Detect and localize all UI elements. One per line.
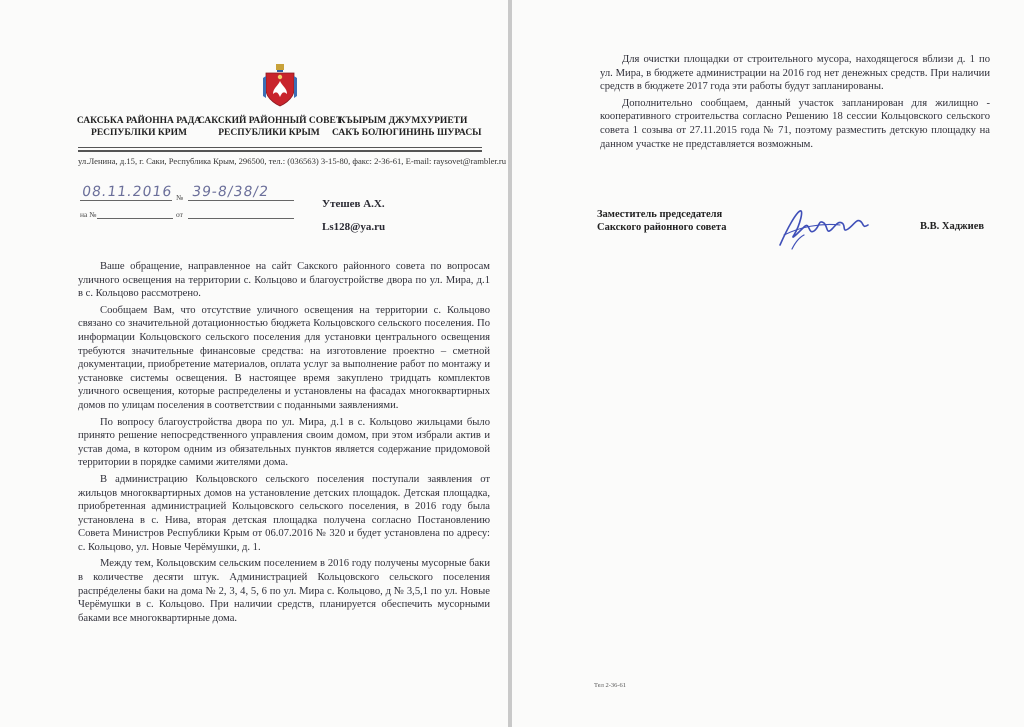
header-line: КЪЫРЫМ ДЖУМХУРИЕТИ [338, 116, 468, 126]
outgoing-number-handwritten: 39-8/38/2 [190, 184, 271, 200]
signatory-name: В.В. Хаджиев [920, 221, 985, 232]
header-line: САКСЬКА РАЙОННА РАДА [76, 116, 202, 126]
addressee-email: Ls128@ya.ru [322, 221, 386, 233]
council-name-ukrainian [68, 115, 210, 139]
letter-page-1 [0, 0, 508, 727]
header-line: САКСКИЙ РАЙОННЫЙ СОВЕТ [198, 116, 343, 126]
letter-body-continued [600, 53, 990, 154]
letter-paragraph: По вопросу благоустройства двора по ул. Мира, д.1 в с. Кольцово жильцами было принято решение непосредственного управления своим домом, при этом избрали актив и устав дома, в котором одним из обязательных пунктов является содержание придомовой территории в порядке самими жителями дома. [78, 416, 490, 469]
signatory-title [597, 208, 726, 234]
council-name-russian [198, 115, 343, 139]
letter-paragraph: Ваше обращение, направленное на сайт Сакского районного совета по вопросам уличного освещения на территории с. Кольцово и благоустройстве двора по ул. Мира, д.1 в с. Кольцово рассмотрено. [78, 261, 490, 300]
letter-paragraph: Для очистки площадки от строительного мусора, находящегося вблизи д. 1 по ул. Мира, в бюджете администрации на 2016 год нет денежных средств. При наличии средств в бюджете 2017 года эти работы будут запланированы. [600, 54, 990, 93]
reply-date-underline [188, 218, 294, 219]
crimea-coat-of-arms-icon [262, 64, 298, 108]
header-line: РЕСПУБЛИКИ КРЫМ [218, 128, 320, 138]
header-divider [78, 150, 482, 152]
reply-to-prefix: на № [80, 210, 97, 219]
header-line: САКЪ БОЛЮГИНИНЬ ШУРАСЫ [332, 128, 482, 138]
letter-paragraph: Между тем, Кольцовским сельским поселением в 2016 году получены мусорные баки в количестве десяти штук. Администрацией Кольцовского сельского поселения распрéделены баки на дома № 2, 3, 4, 5, 6 по ул. Мира с. Кольцово, д № 3,5,1 по ул. Новые Черёмушки в с. Кольцово. При наличии средств, планируется обеспечить мусорными баками все многоквартирные дома. [78, 558, 490, 624]
letter-body [78, 260, 490, 628]
council-name-crimean-tatar [332, 115, 482, 139]
letter-paragraph: В администрацию Кольцовского сельского поселения поступали заявления от жильцов многоквартирных домов на установление детских площадок. Детская площадка, приобретенная администрацией Кольцовского сельского поселения, в 2016 году была установлена в с. Нива, вторая детская площадка получена согласно Постановлению Совета Министров Республики Крым от 06.07.2016 № 320 и будет установлена по адресу: с. Кольцово, ул. Новые Черёмушки, д. 1. [78, 473, 490, 553]
outgoing-date-handwritten: 08.11.2016 [80, 184, 174, 200]
council-contacts: ул.Ленина, д.15, г. Саки, Республика Крым, 296500, тел.: (036563) 3-15-80, факс: 2-36-61, E-mail: raysovet@rambler.ru [78, 156, 507, 166]
reply-number-underline [97, 218, 173, 219]
letter-paragraph: Дополнительно сообщаем, данный участок запланирован для жилищно - кооперативного строительства согласно Решению 18 сессии Кольцовского сельского совета 1 созыва от 27.11.2015 года № 71, поэтому разместить детскую площадку на данном участке не представляется возможным. [600, 97, 990, 150]
footer-phone-note: Тел 2-36-61 [594, 682, 627, 689]
number-underline [188, 200, 294, 201]
handwritten-signature [770, 205, 878, 253]
header-divider [78, 147, 482, 148]
reply-from-label: от [176, 210, 183, 219]
date-underline [80, 200, 172, 201]
header-line: РЕСПУБЛІКИ КРИМ [91, 128, 187, 138]
letter-paragraph: Сообщаем Вам, что отсутствие уличного освещения на территории с. Кольцово связано со значительной дотационностью бюджета Кольцовского сельского поселения. По информации Кольцовского сельского поселения для установки центрального освещения требуются значительные финансовые средства: на изготовление проектно – сметной документации, приобретение материалов, оплата услуг за выполнение работ по монтажу и установке системы освещения. В настоящее время закуплено тридцать комплектов уличного освещения, которые распределены и установлены на фасадах многоквартирных домов по улицам поселения в соответствии с поданными заявлениями. [78, 304, 490, 411]
signatory-title-line: Сакского районного совета [597, 222, 727, 233]
number-sign: № [176, 193, 184, 202]
letter-page-2 [512, 0, 1024, 727]
addressee-name: Утешев А.Х. [322, 198, 385, 210]
signatory-title-line: Заместитель председателя [597, 209, 723, 220]
